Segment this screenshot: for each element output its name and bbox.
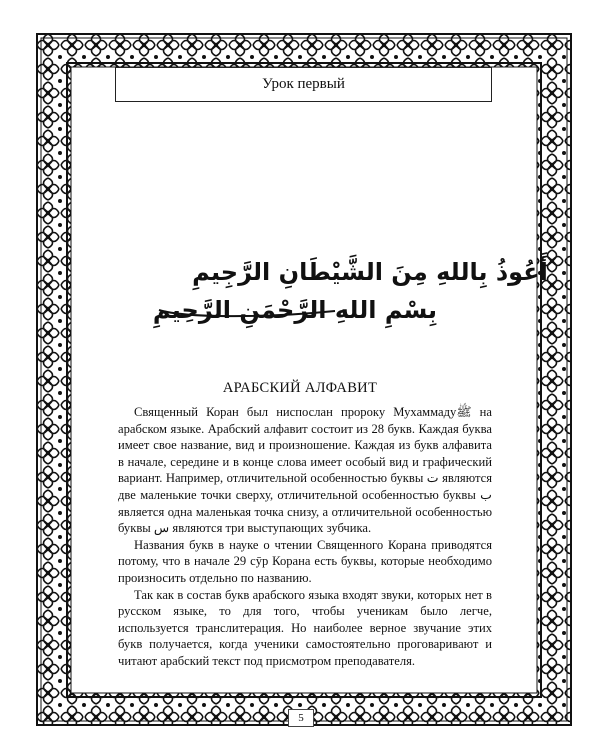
lesson-title-box [115, 67, 492, 102]
page-number [288, 709, 314, 727]
paragraph-1: Священный Коран был ниспослан пророку Мухаммадуﷺ на арабском языке. Арабский алфавит состоит из 28 букв. Каждая буква имеет свое название, вид и произношение. Каждая из букв алфавита в начале, середине и в конце слова имеет особый вид и графический вариант. Например, отличительной особенностью буквы ت являются две маленькие точки сверху, отличительной особенностью буквы ب является одна маленькая точка снизу, а отличительной особенностью буквы س являются три выступающих зубчика. [118, 405, 492, 536]
arabic-calligraphy [145, 248, 548, 336]
paragraph-2: Названия букв в науке о чтении Священного Корана приводятся потому, что в начале 29 сӯр Корана есть буквы, которые необходимо произносить отдельно по названию. [118, 537, 492, 585]
page-number-value: 5 [298, 712, 304, 724]
calligraphy-line-1: أَعُوذُ بِاللهِ مِنَ الشَّيْطَانِ الرَّجِيمِ [192, 258, 548, 286]
calligraphy-line-2: بِسْمِ اللهِ الرَّحْمَنِ الرَّحِيمِ [152, 296, 438, 324]
paragraph-3: Так как в состав букв арабского языка входят звуки, которых нет в русском языке, то для того, чтобы ученикам было легче, используется транслитерация. Но наиболее верное звучание этих букв получается, когда ученики самостоятельно проговаривают и читают арабский текст под присмотром преподавателя. [118, 587, 492, 668]
body-text [118, 404, 492, 670]
lesson-title: Урок первый [262, 76, 345, 92]
section-title: АРАБСКИЙ АЛФАВИТ [222, 380, 378, 396]
